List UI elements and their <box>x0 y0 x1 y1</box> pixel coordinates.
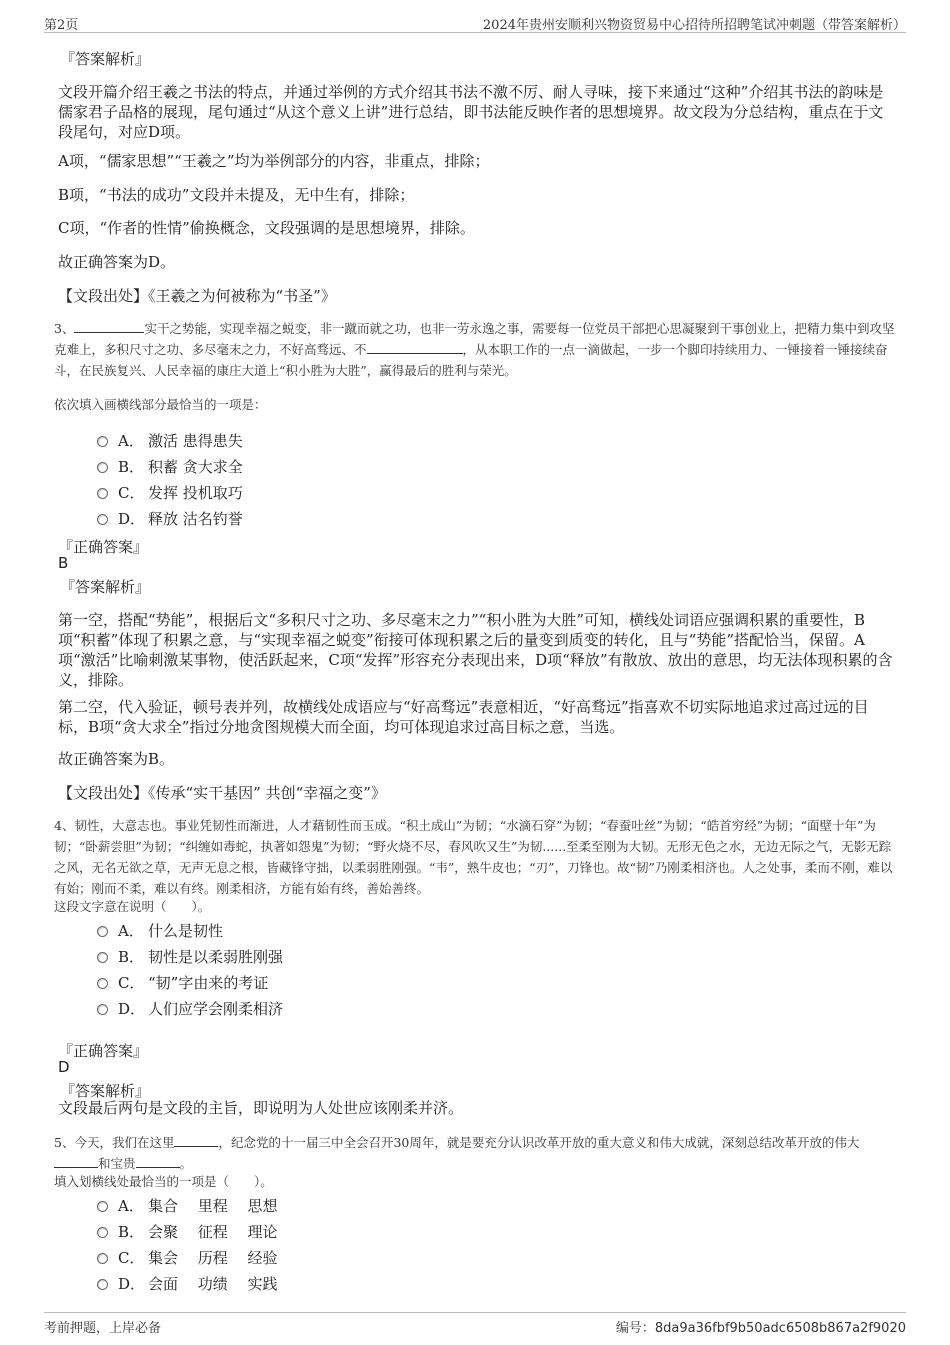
radio-icon[interactable] <box>97 436 108 447</box>
document-id: 编号：8da9a36fbf9b50adc6508b867a2f9020 <box>615 1321 906 1336</box>
q2-analysis-option-a: A项，“儒家思想”“王羲之”均为举例部分的内容，非重点，排除； <box>58 152 490 170</box>
q3-stem: 3、 实干之势能，实现幸福之蜕变，非一蹴而就之功，也非一劳永逸之事，需要每一位党员干部把心思凝聚到干事创业上，把精力集中到攻坚克难上，多积尺寸之功、多尽毫末之力，不好高骛远、不 ，从本职工作的一点一滴做起，一步一个脚印持续用力、一锤接着一锤接续奋斗，在民族复兴、人民幸福的康庄大道上“积小胜为大胜”，赢得最后的胜利与荣光。 <box>54 321 895 378</box>
q5-blank-1 <box>174 1133 218 1147</box>
q5-option-c[interactable]: C． 集会 历程 经验 <box>97 1247 278 1268</box>
radio-icon[interactable] <box>97 462 108 473</box>
q4-correct-answer: D <box>58 1058 70 1076</box>
q5-blank-3 <box>136 1154 180 1168</box>
q5-option-d[interactable]: D． 会面 功绩 实践 <box>97 1273 278 1294</box>
radio-icon[interactable] <box>97 514 108 525</box>
page-number: 第2页 <box>44 18 79 33</box>
radio-icon[interactable] <box>97 1004 108 1015</box>
radio-icon[interactable] <box>97 926 108 937</box>
document-title: 2024年贵州安顺利兴物资贸易中心招待所招聘笔试冲刺题（带答案解析） <box>482 18 906 33</box>
q4-analysis-text: 文段最后两句是文段的主旨，即说明为人处世应该刚柔并济。 <box>58 1099 464 1117</box>
q4-option-b[interactable]: B． 韧性是以柔弱胜刚强 <box>97 946 283 967</box>
q5-stem: 5、今天，我们在这里 ，纪念党的十一届三中全会召开30周年，就是要充分认识改革开放的重大意义和伟大成就，深刻总结改革开放的伟大和宝贵 。 <box>54 1135 860 1171</box>
q2-analysis-text: 文段开篇介绍王羲之书法的特点，并通过举例的方式介绍其书法不激不厉、耐人寻味，接下来通过“这种”介绍其书法的韵味是儒家君子品格的展现，尾句通过“从这个意义上讲”进行总结，即书法能反映作者的思想境界。故文段为分总结构，重点在于文段尾句，对应D项。 <box>58 83 884 141</box>
q5-blank-2 <box>54 1154 98 1168</box>
q5-option-b[interactable]: B． 会聚 征程 理论 <box>97 1221 278 1242</box>
radio-icon[interactable] <box>97 1279 108 1290</box>
q4-stem: 4、韧性，大意志也。事业凭韧性而渐进，人才藉韧性而玉成。“积土成山”为韧；“水滴石穿”为韧；“春蚕吐丝”为韧；“皓首穷经”为韧；“面壁十年”为韧；“卧薪尝胆”为韧；“纠缠如毒蛇，执著如怨鬼”为韧；“野火烧不尽，春风吹又生”为韧......至柔至刚为大韧。无形无色之水，无边无际之气，无影无踪之风，无名无欲之草，无声无息之根，皆藏锋守拙，以柔弱胜刚强。“韦”，熟牛皮也；“刃”，刀锋也。故“韧”乃刚柔相济也。人之处事，柔而不刚，难以有始；刚而不柔，难以有终。刚柔相济，方能有始有终，善始善终。 <box>54 818 893 896</box>
q3-analysis-label: 『答案解析』 <box>60 578 151 596</box>
q3-number: 3、 <box>54 321 75 336</box>
q3-option-d[interactable]: D． 释放 沽名钓誉 <box>97 508 243 529</box>
q3-blank-1 <box>74 319 144 333</box>
q5-option-a[interactable]: A． 集合 里程 思想 <box>97 1195 278 1216</box>
q2-source: 【文段出处】《王羲之为何被称为“书圣”》 <box>58 287 336 305</box>
q3-analysis-p2: 第二空，代入验证，顿号表并列，故横线处成语应与“好高骛远”表意相近，“好高骛远”指喜欢不切实际地追求过高过远的目标，B项“贪大求全”指过分地贪图规模大而全面，均可体现追求过高目标之意，当选。 <box>58 698 869 736</box>
page-header <box>44 12 906 33</box>
q2-analysis-option-c: C项，“作者的性情”偷换概念，文段强调的是思想境界，排除。 <box>58 219 475 237</box>
q3-prompt: 依次填入画横线部分最恰当的一项是： <box>54 397 267 412</box>
q3-source: 【文段出处】《传承“实干基因” 共创“幸福之变”》 <box>58 784 386 802</box>
q2-conclusion: 故正确答案为D。 <box>58 253 176 271</box>
page-footer <box>44 1312 906 1337</box>
q2-analysis-label: 『答案解析』 <box>60 50 151 68</box>
q4-number: 4、 <box>54 818 75 833</box>
q2-analysis-option-b: B项，“书法的成功”文段并未提及，无中生有，排除； <box>58 186 415 204</box>
radio-icon[interactable] <box>97 1253 108 1264</box>
q3-correct-answer: B <box>58 554 69 572</box>
q4-option-c[interactable]: C． “韧”字由来的考证 <box>97 972 268 993</box>
q3-option-c[interactable]: C． 发挥 投机取巧 <box>97 482 243 503</box>
q4-analysis-label: 『答案解析』 <box>60 1082 151 1100</box>
q4-correct-label: 『正确答案』 <box>58 1042 149 1060</box>
q4-option-a[interactable]: A． 什么是韧性 <box>97 920 223 941</box>
q5-number: 5、 <box>54 1135 75 1150</box>
radio-icon[interactable] <box>97 488 108 499</box>
q3-option-a[interactable]: A． 激活 患得患失 <box>97 430 243 451</box>
radio-icon[interactable] <box>97 1201 108 1212</box>
footer-slogan: 考前押题，上岸必备 <box>44 1321 162 1336</box>
radio-icon[interactable] <box>97 978 108 989</box>
q3-analysis-p1: 第一空，搭配“势能”，根据后文“多积尺寸之功、多尽毫末之力”“积小胜为大胜”可知，横线处词语应强调积累的重要性，B项“积蓄”体现了积累之意，与“实现幸福之蜕变”衔接可体现积累之后的量变到质变的转化，且与“势能”搭配恰当，保留。A项“激活”比喻刺激某事物，使活跃起来，C项“发挥”形容充分表现出来，D项“释放”有散放、放出的意思，均无法体现积累的含义，排除。 <box>58 611 893 689</box>
q3-blank-2 <box>367 340 463 354</box>
q3-correct-label: 『正确答案』 <box>58 538 149 556</box>
q4-option-d[interactable]: D． 人们应学会刚柔相济 <box>97 998 283 1019</box>
q4-prompt: 这段文字意在说明（ ）。 <box>54 899 211 914</box>
radio-icon[interactable] <box>97 952 108 963</box>
q3-conclusion: 故正确答案为B。 <box>58 750 175 768</box>
q5-prompt: 填入划横线处最恰当的一项是（ ）。 <box>54 1174 273 1189</box>
radio-icon[interactable] <box>97 1227 108 1238</box>
q3-option-b[interactable]: B． 积蓄 贪大求全 <box>97 456 243 477</box>
